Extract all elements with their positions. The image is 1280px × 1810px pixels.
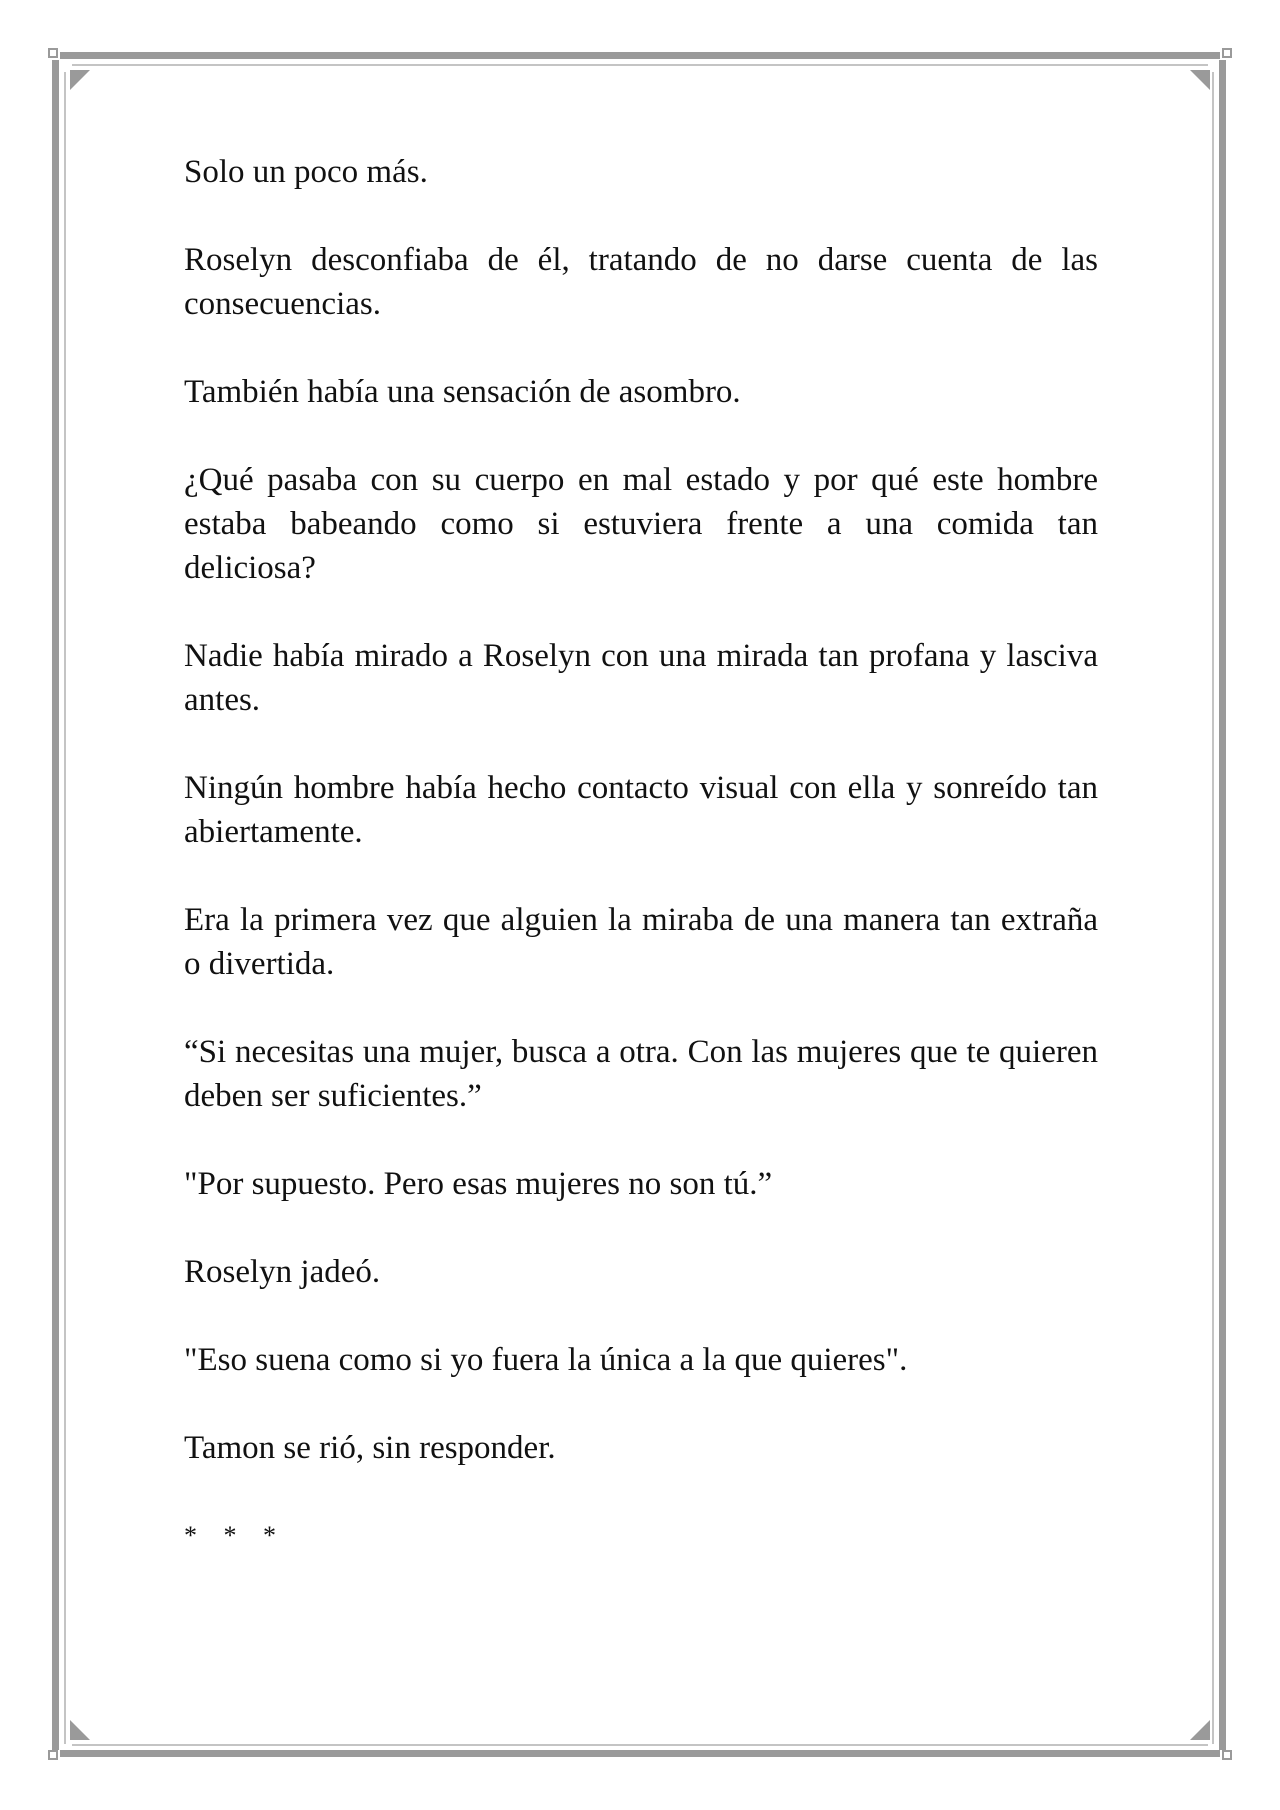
document-body [184, 150, 1098, 1602]
paragraph: Nadie había mirado a Roselyn con una mirada tan profana y lasciva antes. [184, 638, 1098, 718]
ornamental-corner-icon-top-left [70, 70, 90, 90]
frame-bottom-border [60, 1750, 1220, 1757]
scene-break: * * * [184, 1521, 286, 1550]
paragraph: ¿Qué pasaba con su cuerpo en mal estado y por qué este hombre estaba babeando como si estuviera frente a una comida tan deliciosa? [184, 462, 1098, 586]
paragraph: Roselyn desconfiaba de él, tratando de no darse cuenta de las consecuencias. [184, 242, 1098, 322]
ornamental-corner-icon-bottom-left [70, 1720, 90, 1740]
ornamental-corner-icon-top-right [1190, 70, 1210, 90]
paragraph: Roselyn jadeó. [184, 1254, 381, 1290]
paragraph: "Eso suena como si yo fuera la única a la que quieres". [184, 1342, 908, 1378]
paragraph: "Por supuesto. Pero esas mujeres no son tú.” [184, 1166, 773, 1202]
paragraph: Era la primera vez que alguien la miraba de una manera tan extraña o divertida. [184, 902, 1098, 982]
ornamental-corner-icon-bottom-right [1190, 1720, 1210, 1740]
frame-inner-left [64, 72, 66, 1744]
frame-right-border [1219, 60, 1226, 1750]
corner-square-top-left [48, 48, 58, 58]
corner-square-bottom-left [48, 1750, 58, 1760]
paragraph: Tamon se rió, sin responder. [184, 1430, 556, 1466]
corner-square-bottom-right [1222, 1750, 1232, 1760]
frame-inner-right [1212, 72, 1214, 1744]
frame-inner-bottom [72, 1744, 1208, 1746]
paragraph: También había una sensación de asombro. [184, 374, 741, 410]
frame-left-border [52, 60, 59, 1750]
paragraph: “Si necesitas una mujer, busca a otra. Con las mujeres que te quieren deben ser suficientes.” [184, 1034, 1098, 1114]
frame-top-border [60, 52, 1220, 59]
corner-square-top-right [1222, 48, 1232, 58]
frame-inner-top [72, 64, 1208, 66]
paragraph: Ningún hombre había hecho contacto visual con ella y sonreído tan abiertamente. [184, 770, 1098, 850]
paragraph: Solo un poco más. [184, 154, 428, 190]
